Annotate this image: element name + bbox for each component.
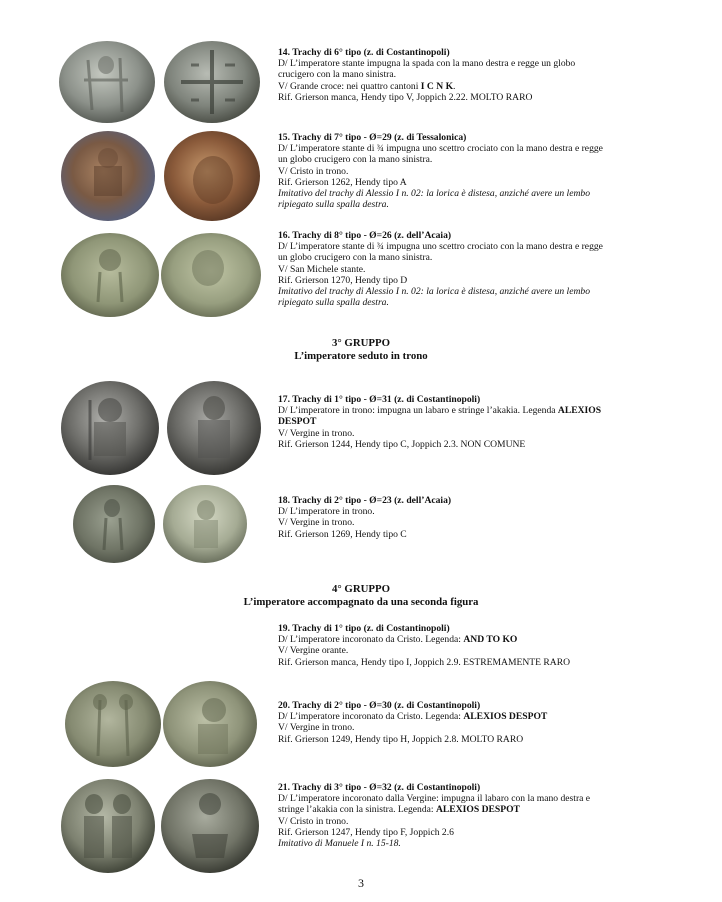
coin-18-reverse [162,484,248,564]
coin-image [162,680,258,768]
reference: Rif. Grierson 1244, Hendy tipo C, Joppich 2.3. NON COMUNE [278,438,526,450]
obverse-legend: ALEXIOS [557,405,602,417]
reference: Rif. Grierson manca, Hendy tipo I, Joppich 2.9. ESTREMAMENTE RARO [278,656,571,668]
coin-entry-19 [278,623,650,668]
coin-20-reverse [162,680,258,768]
coin-image [162,484,248,564]
reference: Rif. Grierson 1270, Hendy tipo D [278,274,408,286]
coin-21-reverse [160,778,260,874]
obverse-description: D/ L’imperatore incoronato dalla Vergine: impugna il labaro con la mano destra e [278,793,591,805]
obverse-description: D/ L’imperatore in trono. [278,506,375,518]
coin-image [64,680,162,768]
reverse-legend: I C N K [420,80,454,92]
coin-entry-17 [278,394,650,450]
obverse-description [278,405,650,416]
reverse-description: V/ Cristo in trono. [278,165,349,177]
obverse-text: D/ L’imperatore incoronato da Cristo. Legenda: [278,634,464,646]
reference: Rif. Grierson 1269, Hendy tipo C [278,528,407,540]
reverse-description: V/ Cristo in trono. [278,815,349,827]
coin-image [60,778,156,874]
obverse-legend: ALEXIOS DESPOT [463,711,548,723]
reference: Rif. Grierson 1249, Hendy tipo H, Joppich 2.8. MOLTO RARO [278,733,524,745]
reverse-description: V/ Vergine in trono. [278,427,355,439]
reverse-description [278,81,650,92]
obverse-text: D/ L’imperatore in trono: impugna un labaro e stringe l’akakia. Legenda [278,405,558,417]
coin-image [163,130,261,222]
group-title: L’imperatore seduto in trono [294,350,428,362]
reverse-description: V/ Vergine in trono. [278,722,355,734]
coin-entry-16 [278,230,650,308]
obverse-description: D/ L’imperatore stante di ¾ impugna uno scettro crociato con la mano destra e regge [278,143,603,155]
imitation-note: Imitativo del trachy di Alessio I n. 02: la lorica è distesa, anziché avere un lembo [278,286,591,298]
entry-title: 21. Trachy di 3° tipo - Ø=32 (z. di Costantinopoli) [278,782,481,793]
page-number: 3 [358,876,364,890]
reference: Rif. Grierson 1247, Hendy tipo F, Joppich 2.6 [278,826,454,838]
coin-image [163,40,261,124]
imitation-note: Imitativo di Manuele I n. 15-18. [278,838,401,850]
coin-image [60,130,156,222]
coin-18-obverse [72,484,156,564]
coin-16-reverse [160,232,262,318]
reverse-text: . [453,80,456,92]
coin-16-obverse [60,232,160,318]
imitation-note: ripiegato sulla spalla destra. [278,297,389,309]
reverse-description: V/ Vergine orante. [278,645,349,657]
obverse-description: crucigero con la mano sinistra. [278,69,397,81]
coin-21-obverse [60,778,156,874]
reverse-description: V/ San Michele stante. [278,263,366,275]
coin-17-obverse [60,380,160,476]
entry-title: 19. Trachy di 1° tipo (z. di Costantinopoli) [278,623,450,634]
obverse-description [278,804,650,815]
coin-image [60,380,160,476]
obverse-text: stringe l’akakia con la sinistra. Legenda: [278,804,436,816]
obverse-legend: DESPOT [278,416,317,428]
obverse-description: un globo crucigero con la mano sinistra. [278,252,433,264]
obverse-description [278,416,650,427]
coin-entry-14 [278,47,650,103]
obverse-legend: ALEXIOS DESPOT [435,804,520,816]
coin-image [160,778,260,874]
coin-17-reverse [166,380,262,476]
coin-image [72,484,156,564]
coin-20-obverse [64,680,162,768]
group-number: 4° GRUPPO [332,583,390,595]
obverse-legend: AND TO KO [463,634,518,646]
reverse-description: V/ Vergine in trono. [278,517,355,529]
obverse-description [278,634,650,645]
obverse-description: D/ L’imperatore stante di ¾ impugna uno scettro crociato con la mano destra e regge [278,241,603,253]
coin-image [58,40,156,124]
obverse-description: un globo crucigero con la mano sinistra. [278,154,433,166]
entry-title: 14. Trachy di 6° tipo (z. di Costantinopoli) [278,47,450,58]
obverse-description [278,711,650,722]
coin-image [166,380,262,476]
entry-title: 15. Trachy di 7° tipo - Ø=29 (z. di Tessalonica) [278,132,467,143]
coin-entry-15 [278,132,650,210]
coin-14-obverse [58,40,156,124]
reference: Rif. Grierson 1262, Hendy tipo A [278,176,407,188]
entry-title: 20. Trachy di 2° tipo - Ø=30 (z. di Costantinopoli) [278,700,481,711]
obverse-description: D/ L’imperatore stante impugna la spada con la mano destra e regge un globo [278,58,576,70]
reverse-text: V/ Grande croce: nei quattro cantoni [278,80,421,92]
coin-entry-20 [278,700,650,745]
entry-title: 17. Trachy di 1° tipo - Ø=31 (z. di Costantinopoli) [278,394,481,405]
group-number: 3° GRUPPO [332,337,390,349]
imitation-note: ripiegato sulla spalla destra. [278,199,389,211]
coin-entry-18 [278,495,650,540]
group-heading-4 [0,583,722,609]
entry-title: 18. Trachy di 2° tipo - Ø=23 (z. dell’Acaia) [278,495,452,506]
coin-entry-21 [278,782,650,849]
coin-image [160,232,262,318]
imitation-note: Imitativo del trachy di Alessio I n. 02: la lorica è distesa, anziché avere un lembo [278,188,591,200]
coin-image [60,232,160,318]
coin-15-reverse [163,130,261,222]
group-title: L’imperatore accompagnato da una seconda figura [243,596,479,608]
reference: Rif. Grierson manca, Hendy tipo V, Joppich 2.22. MOLTO RARO [278,91,533,103]
group-heading-3 [0,337,722,363]
coin-14-reverse [163,40,261,124]
obverse-text: D/ L’imperatore incoronato da Cristo. Legenda: [278,711,464,723]
coin-15-obverse [60,130,156,222]
entry-title: 16. Trachy di 8° tipo - Ø=26 (z. dell’Acaia) [278,230,452,241]
